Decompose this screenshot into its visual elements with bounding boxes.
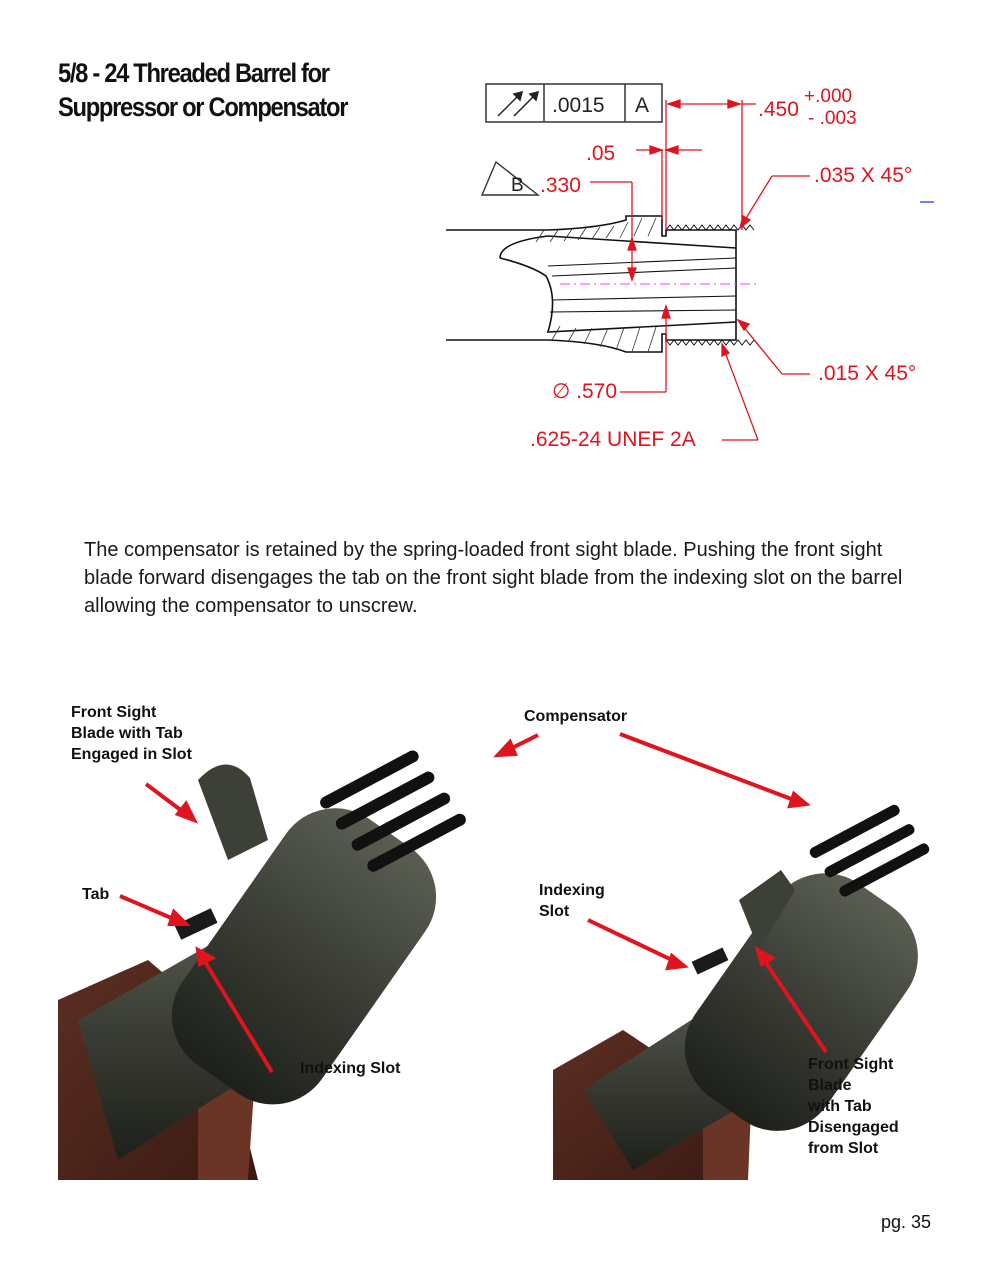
title-line-2: Suppressor or Compensator	[58, 92, 348, 122]
datum-b-triangle	[482, 162, 538, 195]
dim-330: .330	[540, 174, 581, 197]
fcf-datum: A	[635, 94, 650, 117]
feature-control-frame	[486, 84, 662, 122]
description-paragraph: The compensator is retained by the spring-loaded front sight blade. Pushing the front sight blade forward disengages the tab on the front sight blade from the indexing slot on the barrel allowing the compensator to unscrew.	[84, 539, 903, 617]
diameter-570: ∅ .570	[552, 380, 617, 403]
label-indexing-slot-left: Indexing Slot	[300, 1060, 401, 1077]
label-front-sight-disengaged: Front Sight Blade with Tab Disengaged from Slot	[808, 1056, 899, 1157]
label-compensator: Compensator	[524, 708, 628, 725]
dim-450: .450	[758, 98, 799, 121]
thread-spec: .625-24 UNEF 2A	[530, 428, 696, 451]
label-front-sight-engaged: Front Sight Blade with Tab Engaged in Slot	[71, 704, 192, 763]
dim-450-plus: +.000	[804, 86, 853, 107]
label-tab: Tab	[82, 886, 110, 903]
dim-05: .05	[586, 142, 616, 165]
page-title	[58, 56, 347, 124]
threaded-barrel-drawing	[440, 70, 960, 470]
barrel-profile	[446, 216, 736, 352]
fcf-tolerance: .0015	[552, 94, 605, 117]
label-indexing-slot-right: Indexing Slot	[539, 882, 605, 920]
page-number: pg. 35	[880, 1212, 931, 1232]
title-line-1: 5/8 - 24 Threaded Barrel for	[58, 58, 329, 88]
chamfer-035: .035 X 45°	[814, 164, 913, 187]
dim-450-minus: - .003	[808, 108, 857, 129]
chamfer-015: .015 X 45°	[818, 362, 917, 385]
datum-b-label: B	[511, 175, 524, 196]
bore-rifling	[548, 258, 736, 312]
